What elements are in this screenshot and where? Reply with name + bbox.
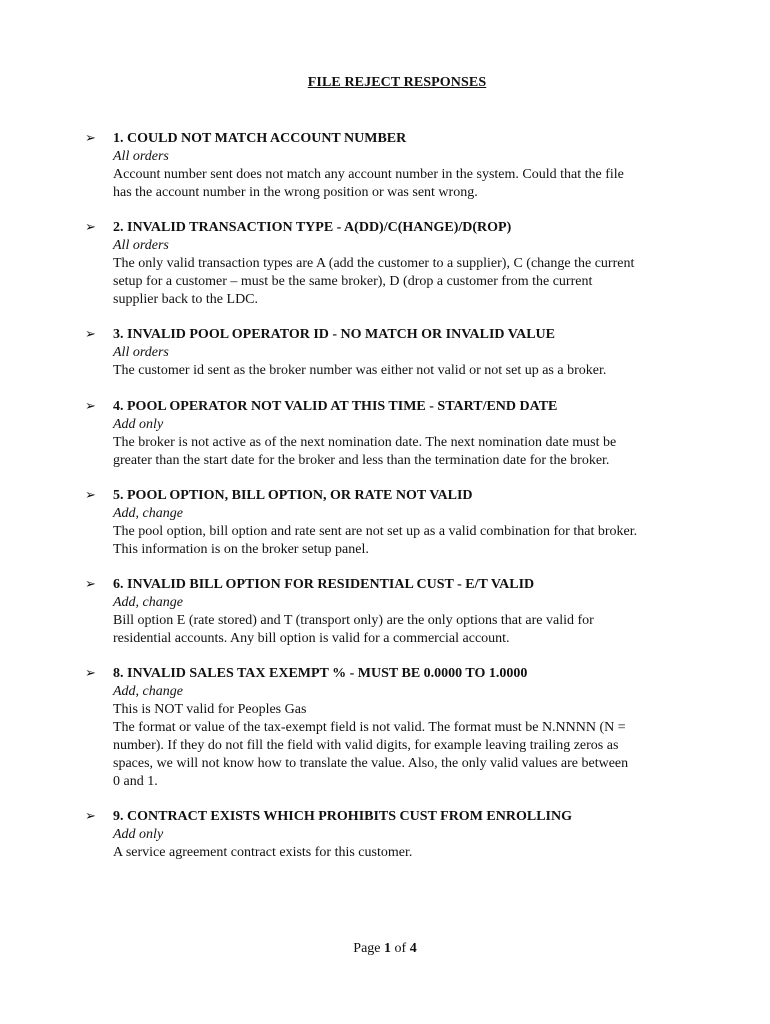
item-description-line: The broker is not active as of the next nomination date. The next nomination date must be [113,435,617,450]
arrow-bullet-icon: ➢ [85,220,96,235]
item-description-line: Account number sent does not match any account number in the system. Could that the file [113,167,624,182]
item-heading: 9. CONTRACT EXISTS WHICH PROHIBITS CUST FROM ENROLLING [113,809,572,824]
item-heading: 4. POOL OPERATOR NOT VALID AT THIS TIME - START/END DATE [113,399,558,414]
item-applies-to: All orders [113,149,169,164]
item-description-line: residential accounts. Any bill option is valid for a commercial account. [113,631,510,646]
arrow-bullet-icon: ➢ [85,327,96,342]
item-heading: 8. INVALID SALES TAX EXEMPT % - MUST BE 0.0000 TO 1.0000 [113,666,528,681]
reject-response-item [85,398,705,470]
item-description-line: number). If they do not fill the field with valid digits, for example leaving trailing zeros as [113,738,619,753]
reject-response-item [85,487,705,559]
item-description-line: The pool option, bill option and rate sent are not set up as a valid combination for that broker. [113,524,638,539]
item-description-line: setup for a customer – must be the same broker), D (drop a customer from the current [113,274,593,289]
total-pages: 4 [409,941,417,956]
page-title: FILE REJECT RESPONSES [307,75,487,90]
item-description-line: has the account number in the wrong position or was sent wrong. [113,185,478,200]
item-applies-to: Add, change [113,506,183,521]
reject-response-item [85,219,705,309]
reject-response-item [85,130,705,202]
arrow-bullet-icon: ➢ [85,666,96,681]
item-description-line: greater than the start date for the broker and less than the termination date for the broker. [113,453,610,468]
item-description-line: The format or value of the tax-exempt field is not valid. The format must be N.NNNN (N = [113,720,626,735]
item-description-line: This information is on the broker setup panel. [113,542,369,557]
arrow-bullet-icon: ➢ [85,131,96,146]
reject-response-item [85,326,705,380]
arrow-bullet-icon: ➢ [85,399,96,414]
arrow-bullet-icon: ➢ [85,577,96,592]
item-description-line: This is NOT valid for Peoples Gas [113,702,307,717]
arrow-bullet-icon: ➢ [85,488,96,503]
reject-response-item [85,576,705,648]
item-description-line: spaces, we will not know how to translate the value. Also, the only valid values are between [113,756,629,771]
item-description-line: The only valid transaction types are A (add the customer to a supplier), C (change the current [113,256,635,271]
page-footer [0,941,770,957]
item-heading: 5. POOL OPTION, BILL OPTION, OR RATE NOT VALID [113,488,473,503]
item-heading: 3. INVALID POOL OPERATOR ID - NO MATCH OR INVALID VALUE [113,327,555,342]
item-applies-to: Add, change [113,684,183,699]
reject-response-item [85,808,705,862]
item-applies-to: All orders [113,238,169,253]
page-number: 1 [384,941,392,956]
item-applies-to: Add only [113,827,164,842]
item-applies-to: All orders [113,345,169,360]
item-applies-to: Add, change [113,595,183,610]
item-description-line: A service agreement contract exists for this customer. [113,845,413,860]
item-heading: 2. INVALID TRANSACTION TYPE - A(DD)/C(HANGE)/D(ROP) [113,220,512,235]
reject-response-item [85,665,705,791]
page-label: Page [353,941,381,956]
of-label: of [394,941,407,956]
item-description-line: 0 and 1. [113,774,158,789]
item-applies-to: Add only [113,417,164,432]
item-description-line: Bill option E (rate stored) and T (transport only) are the only options that are valid for [113,613,594,628]
arrow-bullet-icon: ➢ [85,809,96,824]
item-heading: 6. INVALID BILL OPTION FOR RESIDENTIAL CUST - E/T VALID [113,577,535,592]
item-heading: 1. COULD NOT MATCH ACCOUNT NUMBER [113,131,407,146]
item-description-line: The customer id sent as the broker number was either not valid or not set up as a broker. [113,363,607,378]
item-description-line: supplier back to the LDC. [113,292,259,307]
